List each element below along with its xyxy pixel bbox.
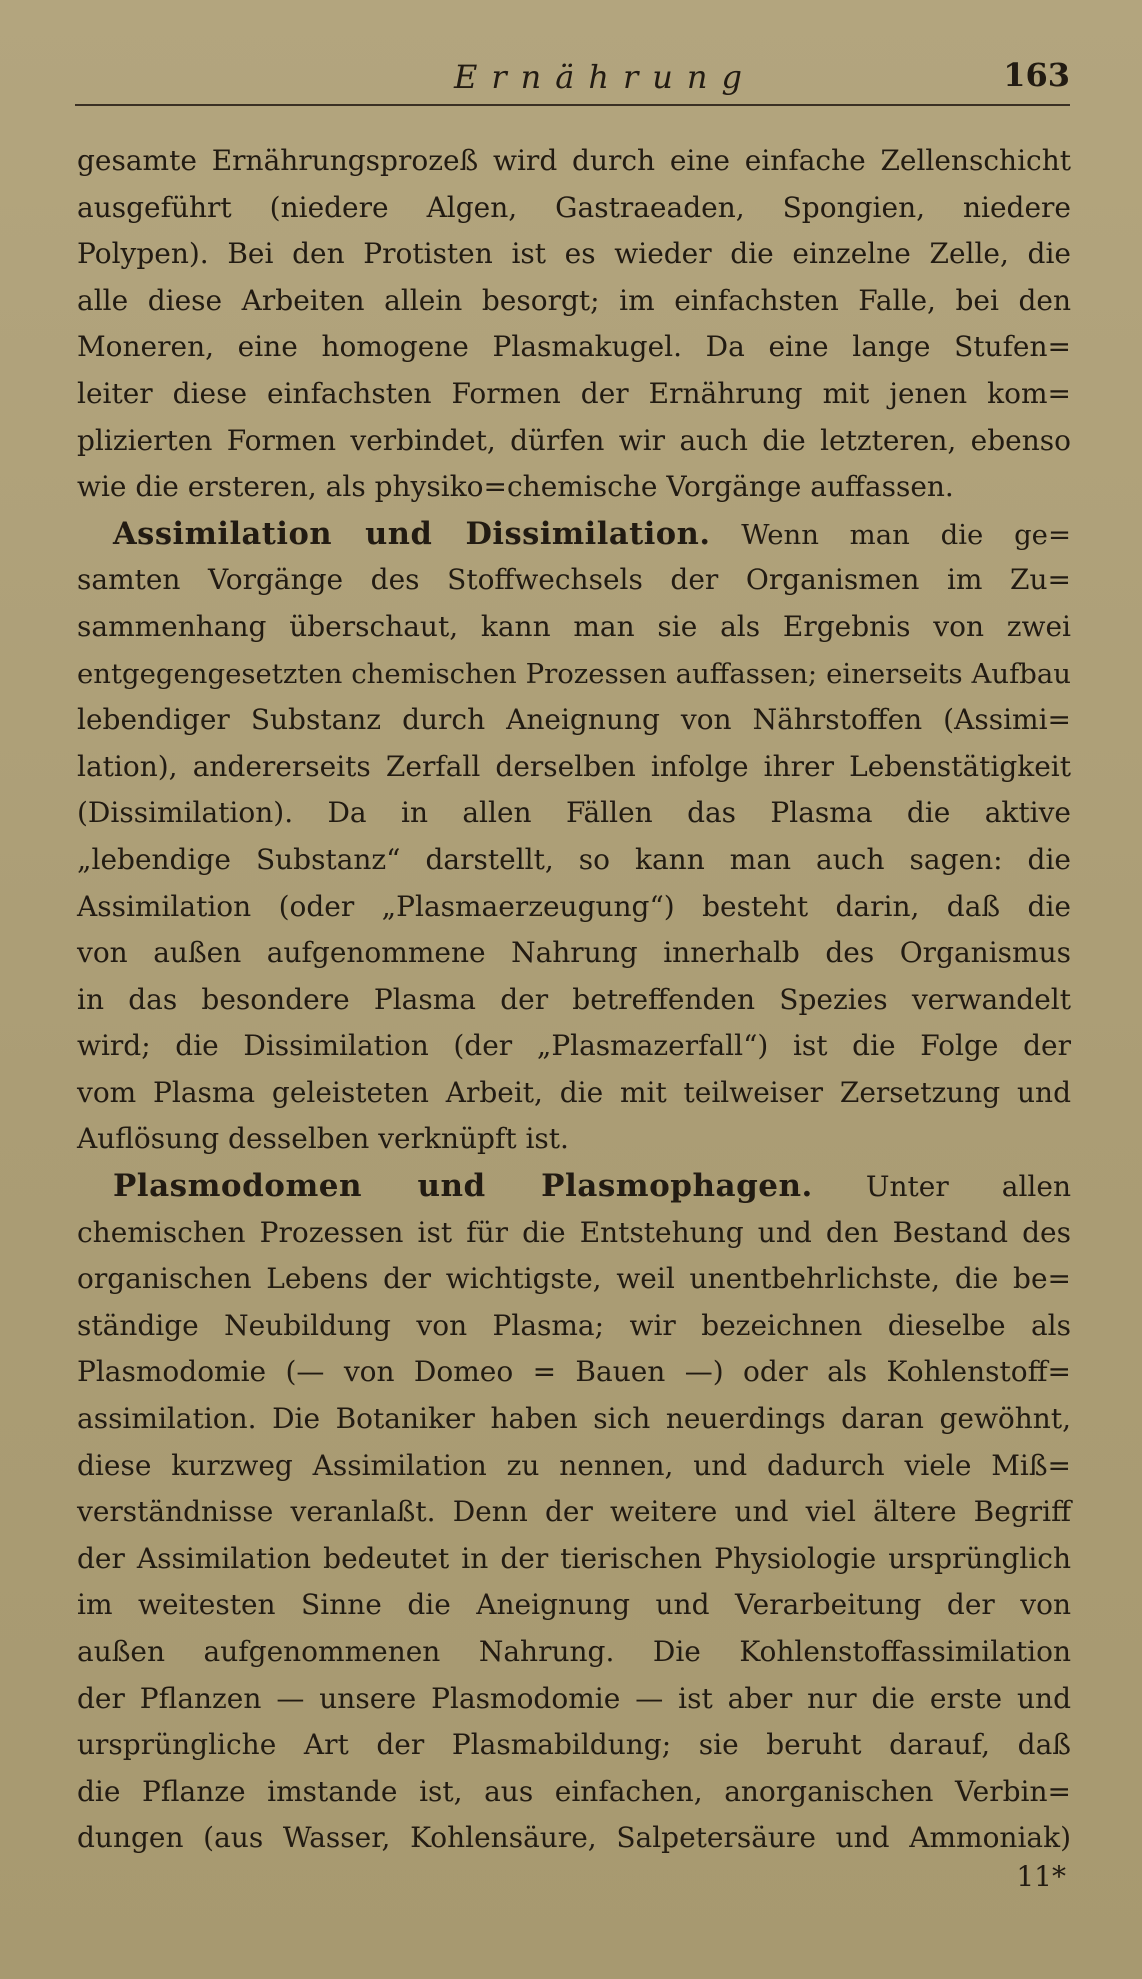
text-line: wird; die Dissimilation (der „Plasmazerfall“) ist die Folge der bbox=[77, 1029, 1071, 1063]
text-line: Moneren, eine homogene Plasmakugel. Da eine lange Stufen= bbox=[77, 330, 1071, 364]
text-line: der Assimilation bedeutet in der tierischen Physiologie ursprünglich bbox=[77, 1541, 1071, 1575]
text-line: leiter diese einfachsten Formen der Ernährung mit jenen kom= bbox=[77, 376, 1071, 410]
text-line: ausgeführt (niedere Algen, Gastraeaden, Spongien, niedere bbox=[77, 190, 1071, 224]
text-line: Assimilation (oder „Plasmaerzeugung“) besteht darin, daß die bbox=[77, 889, 1071, 923]
text-line: sammenhang überschaut, kann man sie als Ergebnis von zwei bbox=[77, 609, 1071, 643]
text-line: Auflösung desselben verknüpft ist. bbox=[77, 1122, 569, 1156]
text-line: entgegengesetzten chemischen Prozessen auffassen; einerseits Aufbau bbox=[77, 657, 1071, 690]
signature-mark: 11* bbox=[1016, 1860, 1066, 1893]
page-number: 163 bbox=[1003, 56, 1070, 94]
text-line: diese kurzweg Assimilation zu nennen, und dadurch viele Miß= bbox=[77, 1448, 1071, 1482]
text-line: Plasmodomie (— von Domeo = Bauen —) oder als Kohlenstoff= bbox=[77, 1355, 1071, 1389]
text-line: lation), andererseits Zerfall derselben infolge ihrer Lebenstätigkeit bbox=[77, 749, 1071, 783]
text-line: (Dissimilation). Da in allen Fällen das Plasma die aktive bbox=[77, 796, 1071, 830]
text-run: Unter allen bbox=[865, 1170, 1071, 1204]
text-line: vom Plasma geleisteten Arbeit, die mit teilweiser Zersetzung und bbox=[77, 1075, 1071, 1109]
text-line: „lebendige Substanz“ darstellt, so kann man auch sagen: die bbox=[77, 842, 1071, 876]
section-heading-line bbox=[77, 511, 1071, 558]
text-line: von außen aufgenommene Nahrung innerhalb des Organismus bbox=[77, 936, 1071, 970]
body-text bbox=[77, 138, 1071, 1862]
text-line: Polypen). Bei den Protisten ist es wieder die einzelne Zelle, die bbox=[77, 237, 1071, 271]
text-line: alle diese Arbeiten allein besorgt; im einfachsten Falle, bei den bbox=[77, 283, 1071, 317]
text-run: Wenn man die ge= bbox=[741, 518, 1071, 551]
text-line: die Pflanze imstande ist, aus einfachen, anorganischen Verbin= bbox=[77, 1774, 1071, 1808]
section-heading-assimilation: Assimilation und Dissimilation. bbox=[113, 515, 711, 552]
text-line: verständnisse veranlaßt. Denn der weitere und viel ältere Begriff bbox=[77, 1495, 1071, 1529]
text-line: organischen Lebens der wichtigste, weil unentbehrlichste, die be= bbox=[77, 1262, 1071, 1296]
text-line: ständige Neubildung von Plasma; wir bezeichnen dieselbe als bbox=[77, 1308, 1071, 1342]
text-line: außen aufgenommenen Nahrung. Die Kohlenstoffassimilation bbox=[77, 1635, 1071, 1668]
text-line: plizierten Formen verbindet, dürfen wir auch die letzteren, ebenso bbox=[77, 423, 1071, 457]
text-line: chemischen Prozessen ist für die Entstehung und den Bestand des bbox=[77, 1215, 1071, 1249]
text-line: samten Vorgänge des Stoffwechsels der Organismen im Zu= bbox=[77, 563, 1071, 597]
text-line: gesamte Ernährungsprozeß wird durch eine einfache Zellenschicht bbox=[77, 144, 1071, 177]
text-line: ursprüngliche Art der Plasmabildung; sie beruht darauf, daß bbox=[77, 1728, 1071, 1762]
text-line: in das besondere Plasma der betreffenden Spezies verwandelt bbox=[77, 982, 1071, 1016]
text-line: dungen (aus Wasser, Kohlensäure, Salpetersäure und Ammoniak) bbox=[77, 1821, 1071, 1855]
section-heading-plasmodomen: Plasmodomen und Plasmophagen. bbox=[113, 1168, 813, 1205]
text-line: der Pflanzen — unsere Plasmodomie — ist aber nur die erste und bbox=[77, 1681, 1071, 1715]
text-line: im weitesten Sinne die Aneignung und Verarbeitung der von bbox=[77, 1588, 1071, 1622]
text-line: assimilation. Die Botaniker haben sich neuerdings daran gewöhnt, bbox=[77, 1402, 1071, 1436]
page-header bbox=[75, 52, 1070, 106]
text-line: lebendiger Substanz durch Aneignung von Nährstoffen (Assimi= bbox=[77, 703, 1071, 737]
running-title: Ernährung bbox=[454, 58, 756, 96]
text-line: wie die ersteren, als physiko=chemische Vorgänge auffassen. bbox=[77, 470, 954, 504]
section-heading-line bbox=[77, 1163, 1071, 1210]
